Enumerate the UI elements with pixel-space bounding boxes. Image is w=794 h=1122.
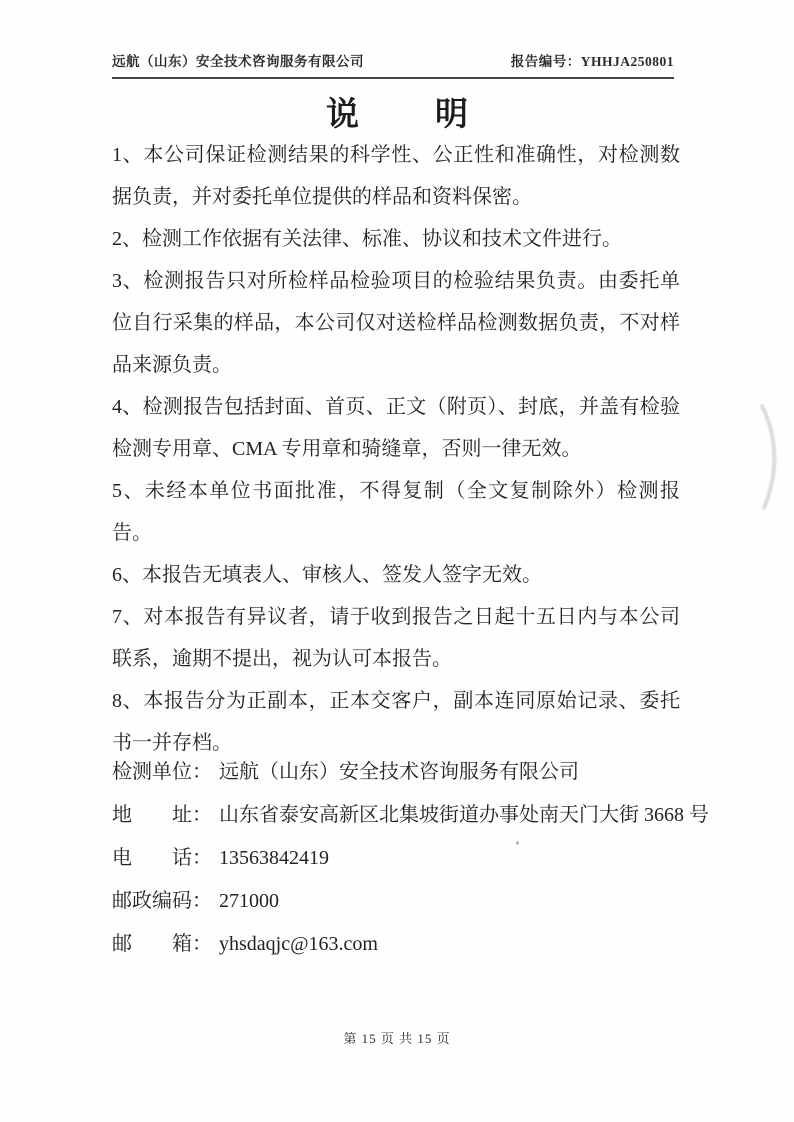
contact-row-phone	[112, 837, 680, 880]
note-item: 8、本报告分为正副本，正本交客户，副本连同原始记录、委托书一并存档。	[112, 690, 680, 754]
contact-label: 邮政编码：	[112, 890, 212, 912]
page-header	[112, 50, 674, 79]
note-item: 5、未经本单位书面批准，不得复制（全文复制除外）检测报告。	[112, 480, 680, 544]
report-number: 报告编号：YHHJA250801	[510, 54, 674, 69]
scan-artifact	[750, 398, 794, 516]
note-item: 4、检测报告包括封面、首页、正文（附页）、封底，并盖有检验检测专用章、CMA 专用章和骑缝章，否则一律无效。	[112, 396, 680, 460]
contact-row-postcode	[112, 880, 680, 923]
contact-block	[112, 751, 709, 966]
notes-list	[112, 134, 680, 764]
contact-label: 检测单位：	[112, 761, 212, 783]
note-item: 6、本报告无填表人、审核人、签发人签字无效。	[112, 564, 542, 586]
note-item: 1、本公司保证检测结果的科学性、公正性和准确性，对检测数据负责，并对委托单位提供的样品和资料保密。	[112, 144, 680, 208]
scan-speck	[516, 841, 519, 845]
page-number-footer: 第 15 页 共 15 页	[343, 1031, 451, 1046]
contact-value: 271000	[219, 890, 279, 912]
note-item: 2、检测工作依据有关法律、标准、协议和技术文件进行。	[112, 228, 622, 250]
note-item: 7、对本报告有异议者，请于收到报告之日起十五日内与本公司联系，逾期不提出，视为认可本报告。	[112, 606, 680, 670]
contact-value: 远航（山东）安全技术咨询服务有限公司	[219, 761, 579, 783]
contact-value: yhsdaqjc@163.com	[219, 933, 378, 955]
title-char-left: 说	[326, 97, 359, 133]
note-item: 3、检测报告只对所检样品检验项目的检验结果负责。由委托单位自行采集的样品，本公司仅对送检样品检测数据负责，不对样品来源负责。	[112, 270, 680, 376]
contact-label: 地 址：	[112, 804, 212, 826]
contact-label: 邮 箱：	[112, 933, 212, 955]
contact-row-unit	[112, 751, 680, 794]
contact-value: 山东省泰安高新区北集坡街道办事处南天门大街 3668 号	[219, 804, 709, 826]
contact-label: 电 话：	[112, 847, 212, 869]
page-title	[0, 88, 794, 135]
contact-row-address	[112, 794, 709, 837]
title-char-right: 明	[435, 97, 468, 133]
contact-value: 13563842419	[219, 847, 329, 869]
contact-row-email	[112, 923, 680, 966]
company-name: 远航（山东）安全技术咨询服务有限公司	[112, 54, 364, 69]
